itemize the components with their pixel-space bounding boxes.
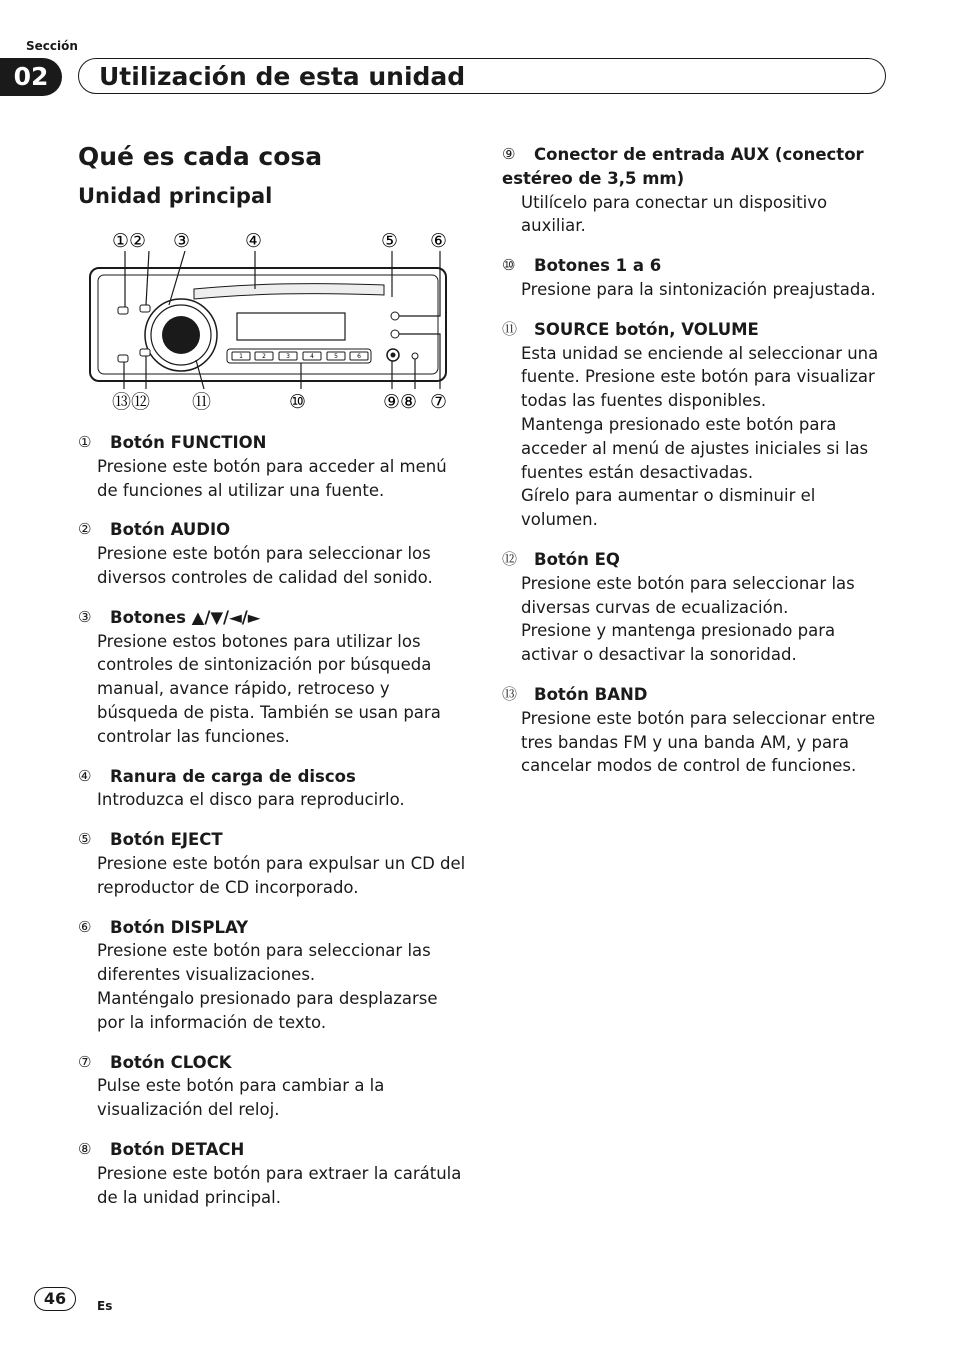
head-unit-diagram [84,225,464,417]
item-title: Botón DETACH [110,1139,245,1159]
callout-4: ④ [245,230,263,252]
preset-label-2: 2 [262,353,266,360]
list-item [502,318,892,532]
list-item [78,518,470,589]
preset-label-4: 4 [310,353,314,360]
item-text: Esta unidad se enciende al seleccionar una fuente. Presione este botón para visualizar todas las fuentes disponibles. [521,343,879,411]
page-heading: Qué es cada cosa [78,142,323,171]
list-item [502,548,892,667]
item-text: Presione este botón para seleccionar las diferentes visualizaciones. [97,941,431,985]
left-column [78,431,470,1225]
item-number: ⑨ [502,145,516,163]
list-item [502,143,892,238]
item-text: Pulse este botón para cambiar a la visualización del reloj. [97,1076,385,1120]
item-text: Presione este botón para seleccionar los diversos controles de calidad del sonido. [97,544,433,587]
item-number: ⑥ [78,917,92,936]
item-text: Presione para la sintonización preajustada. [521,279,876,299]
section-number: 02 [0,58,62,96]
item-text: Gírelo para aumentar o disminuir el volumen. [521,486,816,530]
right-column [502,143,892,794]
language-code: Es [97,1299,113,1313]
list-item [78,1051,470,1122]
item-title: Botones 1 a 6 [534,256,662,276]
callout-7: ⑦ [430,391,448,413]
item-number: ① [78,433,92,451]
page-number: 46 [34,1287,76,1311]
item-text: Manténgalo presionado para desplazarse por la información de texto. [97,988,438,1032]
callout-1-2: ①② [112,230,147,252]
item-title: Botón EQ [534,549,620,569]
callout-9-8: ⑨⑧ [383,391,418,413]
preset-label-3: 3 [286,353,290,360]
item-text: Mantenga presionado este botón para acceder al menú de ajustes iniciales si las fuentes están desactivadas. [521,414,869,482]
callout-3: ③ [173,230,191,252]
callout-13-12: ⑬⑫ [112,391,151,413]
item-number: ⑦ [78,1052,92,1071]
item-text: Presione este botón para expulsar un CD del reproductor de CD incorporado. [97,853,466,897]
item-title: Ranura de carga de discos [110,766,356,786]
item-text: Presione este botón para seleccionar las diversas curvas de ecualización. [521,573,855,617]
callout-11: ⑪ [192,391,212,413]
item-text: Presione este botón para seleccionar entre tres bandas FM y una banda AM, y para cancelar modos de control de funciones. [521,708,876,776]
item-number: ③ [78,607,92,626]
item-number: ⑤ [78,830,92,849]
page-subheading: Unidad principal [78,184,273,208]
list-item [78,606,470,749]
preset-label-1: 1 [239,353,243,360]
item-text: Utilícelo para conectar un dispositivo auxiliar. [521,192,828,236]
list-item [502,254,892,302]
item-title: SOURCE botón, VOLUME [534,319,759,339]
item-title: Botón CLOCK [110,1052,232,1072]
item-number: ⑬ [502,684,518,703]
section-label: Sección [26,39,78,53]
list-item [502,683,892,778]
item-text: Presione estos botones para utilizar los controles de sintonización por búsqueda manual, avance rápido, retroceso y búsqueda de pista. También se usan para controlar las funciones. [97,631,441,746]
callout-6: ⑥ [430,230,448,252]
list-item [78,916,470,1035]
section-title-box [78,58,886,94]
list-item [78,765,470,813]
item-number: ⑩ [502,256,516,275]
callout-10: ⑩ [289,391,307,413]
item-title: Conector de entrada AUX (conector estéreo de 3,5 mm) [502,145,864,188]
item-title: Botón AUDIO [110,520,231,540]
item-title: Botón DISPLAY [110,917,249,937]
preset-label-6: 6 [357,353,361,360]
item-title: Botón EJECT [110,830,223,850]
list-item [78,828,470,899]
item-text: Presione este botón para acceder al menú de funciones al utilizar una fuente. [97,456,447,500]
item-number: ⑫ [502,549,518,568]
item-number: ⑧ [78,1139,92,1158]
preset-label-5: 5 [334,353,338,360]
list-item [78,431,470,502]
item-text: Presione este botón para extraer la carátula de la unidad principal. [97,1163,462,1207]
item-number: ④ [78,766,92,785]
item-text: Presione y mantenga presionado para activar o desactivar la sonoridad. [521,621,836,665]
section-title: Utilización de esta unidad [99,62,466,91]
item-number: ② [78,520,92,539]
item-text: Introduzca el disco para reproducirlo. [97,790,405,810]
item-title: Botón FUNCTION [110,433,267,452]
item-title: Botones ▲/▼/◄/► [110,607,261,627]
callout-5: ⑤ [381,230,399,252]
item-number: ⑪ [502,319,518,338]
list-item [78,1138,470,1209]
item-title: Botón BAND [534,684,648,704]
